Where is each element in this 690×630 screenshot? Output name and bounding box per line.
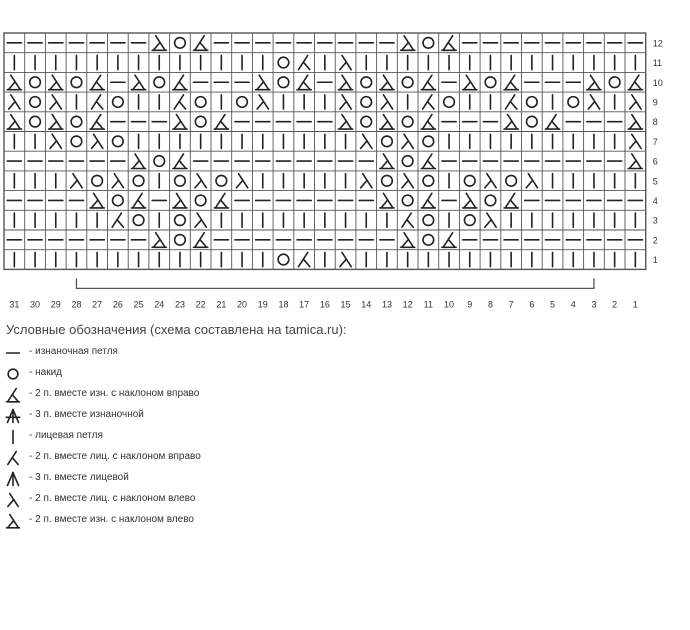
stitch-p2tog-left [463, 193, 477, 208]
k2tog-left-icon [4, 491, 22, 509]
stitch-p2tog-left [380, 154, 394, 169]
row-number: 12 [652, 38, 663, 49]
chart-row [14, 134, 641, 148]
legend-item [0, 490, 400, 511]
stitch-k2tog-right [505, 95, 516, 109]
chart-row [7, 233, 642, 248]
stitch-k2tog-left [50, 95, 61, 109]
k3tog-icon [4, 470, 22, 488]
stitch-p2tog-right [173, 154, 187, 169]
stitch-yarn-over [278, 77, 289, 88]
legend-item-label: - изнаночная петля [29, 346, 118, 357]
stitch-p2tog-right [442, 233, 456, 248]
chart-row [7, 115, 642, 130]
stitch-p2tog-left [131, 154, 145, 169]
stitch-k2tog-left [340, 55, 351, 69]
stitch-p2tog-left [173, 115, 187, 130]
stitch-p2tog-left [401, 233, 415, 248]
stitch-p2tog-right [297, 75, 311, 90]
row-number: 6 [652, 156, 658, 167]
stitch-yarn-over [175, 38, 186, 49]
stitch-p2tog-right [214, 115, 228, 130]
legend-item [0, 406, 400, 427]
stitch-yarn-over [506, 175, 517, 186]
stitch-yarn-over [92, 175, 103, 186]
stitch-yarn-over [423, 175, 434, 186]
stitch-yarn-over [195, 116, 206, 127]
row-number: 10 [652, 77, 663, 88]
column-number: 24 [154, 299, 165, 310]
stitch-p2tog-right [421, 193, 435, 208]
stitch-p2tog-left [152, 36, 166, 51]
stitch-yarn-over [278, 57, 289, 68]
stitch-k2tog-right [402, 213, 413, 227]
stitch-p2tog-right [421, 154, 435, 169]
legend-item-label: - 2 п. вместе изн. с наклоном вправо [29, 388, 200, 399]
stitch-p2tog-left [380, 115, 394, 130]
stitch-yarn-over [30, 77, 41, 88]
row-number: 9 [652, 97, 658, 108]
stitch-yarn-over [402, 156, 413, 167]
stitch-p2tog-left [380, 75, 394, 90]
stitch-yarn-over [113, 195, 124, 206]
stitch-p2tog-right [173, 75, 187, 90]
row-number: 3 [652, 215, 658, 226]
row-number: 11 [652, 58, 663, 69]
column-number: 3 [591, 299, 597, 310]
stitch-k2tog-left [71, 174, 82, 188]
stitch-p2tog-left [173, 193, 187, 208]
stitch-p2tog-left [338, 115, 352, 130]
stitch-p2tog-right [214, 193, 228, 208]
stitch-k2tog-left [526, 174, 537, 188]
column-number: 12 [402, 299, 413, 310]
legend [0, 343, 400, 532]
stitch-yarn-over [402, 77, 413, 88]
stitch-yarn-over [485, 77, 496, 88]
stitch-yarn-over [71, 77, 82, 88]
stitch-k2tog-left [91, 134, 102, 148]
stitch-yarn-over [195, 195, 206, 206]
legend-item-label: - 2 п. вместе изн. с наклоном влево [29, 514, 194, 525]
legend-item-label: - 3 п. вместе изнаночной [29, 409, 144, 420]
stitch-p2tog-right [421, 115, 435, 130]
stitch-yarn-over [382, 175, 393, 186]
column-number: 26 [112, 299, 123, 310]
chart-row [7, 154, 642, 169]
stitch-p2tog-left [401, 36, 415, 51]
chart-row [9, 95, 641, 109]
column-number: 21 [216, 299, 227, 310]
stitch-p2tog-left [131, 75, 145, 90]
column-number: 19 [257, 299, 268, 310]
row-number: 7 [652, 136, 658, 147]
stitch-p2tog-right [421, 75, 435, 90]
stitch-yarn-over [133, 175, 144, 186]
stitch-yarn-over [30, 116, 41, 127]
stitch-yarn-over [444, 97, 455, 108]
stitch-yarn-over [175, 235, 186, 246]
stitch-yarn-over [361, 77, 372, 88]
column-number: 22 [195, 299, 206, 310]
stitch-k2tog-right [112, 213, 123, 227]
column-number: 28 [71, 299, 82, 310]
stitch-k2tog-left [402, 134, 413, 148]
column-number: 29 [50, 299, 61, 310]
stitch-yarn-over [423, 136, 434, 147]
stitch-yarn-over [71, 116, 82, 127]
stitch-k2tog-left [630, 95, 641, 109]
legend-item-label: - 2 п. вместе лиц. с наклоном влево [29, 493, 196, 504]
stitch-k2tog-left [361, 174, 372, 188]
stitch-p2tog-right [504, 75, 518, 90]
stitch-yarn-over [423, 38, 434, 49]
chart-row [7, 75, 642, 90]
stitch-p2tog-left [628, 154, 642, 169]
repeat-bracket [76, 278, 594, 288]
stitch-k2tog-right [298, 252, 309, 266]
column-number: 13 [381, 299, 392, 310]
stitch-k2tog-left [485, 174, 496, 188]
stitch-yarn-over [195, 97, 206, 108]
stitch-p2tog-left [504, 115, 518, 130]
stitch-yarn-over [464, 175, 475, 186]
stitch-p2tog-right [90, 115, 104, 130]
stitch-p2tog-right [131, 193, 145, 208]
column-number: 2 [612, 299, 618, 310]
stitch-k2tog-right [174, 95, 185, 109]
stitch-yarn-over [154, 77, 165, 88]
chart-row [7, 193, 642, 208]
column-number: 30 [30, 299, 41, 310]
stitch-k2tog-left [381, 95, 392, 109]
column-number: 17 [299, 299, 310, 310]
stitch-p2tog-right [504, 193, 518, 208]
stitch-yarn-over [402, 116, 413, 127]
stitch-k2tog-left [9, 95, 20, 109]
stitch-p2tog-left [152, 233, 166, 248]
legend-item [0, 448, 400, 469]
legend-item [0, 469, 400, 490]
stitch-k2tog-left [195, 213, 206, 227]
column-number: 15 [340, 299, 351, 310]
legend-item [0, 343, 400, 364]
column-number: 23 [174, 299, 185, 310]
column-number: 9 [467, 299, 473, 310]
stitch-yarn-over [609, 77, 620, 88]
stitch-p2tog-left [380, 193, 394, 208]
legend-item-label: - 3 п. вместе лицевой [29, 472, 129, 483]
stitch-p2tog-left [7, 75, 21, 90]
chart-row [7, 36, 642, 51]
yarn-over-icon [4, 365, 22, 383]
column-number: 7 [508, 299, 514, 310]
column-number: 25 [133, 299, 144, 310]
stitch-k2tog-left [257, 95, 268, 109]
stitch-k2tog-left [402, 174, 413, 188]
stitch-yarn-over [133, 215, 144, 226]
stitch-k2tog-left [485, 213, 496, 227]
stitch-yarn-over [113, 97, 124, 108]
p2tog-left-icon [4, 512, 22, 530]
row-number: 2 [652, 235, 658, 246]
stitch-p2tog-left [628, 115, 642, 130]
legend-item [0, 427, 400, 448]
stitch-p2tog-left [90, 193, 104, 208]
stitch-k2tog-left [340, 95, 351, 109]
stitch-k2tog-right [423, 95, 434, 109]
column-number: 27 [92, 299, 103, 310]
stitch-p2tog-left [49, 75, 63, 90]
stitch-yarn-over [382, 136, 393, 147]
stitch-yarn-over [71, 136, 82, 147]
row-number: 4 [652, 195, 658, 206]
column-number: 5 [550, 299, 556, 310]
column-number: 10 [444, 299, 455, 310]
column-number: 18 [278, 299, 289, 310]
stitch-yarn-over [361, 97, 372, 108]
stitch-yarn-over [568, 97, 579, 108]
stitch-yarn-over [423, 235, 434, 246]
legend-item-label: - лицевая петля [29, 430, 103, 441]
stitch-yarn-over [527, 97, 538, 108]
stitch-yarn-over [113, 136, 124, 147]
k2tog-right-icon [4, 449, 22, 467]
stitch-yarn-over [237, 97, 248, 108]
stitch-yarn-over [278, 254, 289, 265]
legend-title: Условные обозначения (схема составлена на tamica.ru): [6, 322, 347, 337]
legend-item [0, 511, 400, 532]
stitch-yarn-over [402, 195, 413, 206]
purl-icon [4, 344, 22, 362]
p2tog-right-icon [4, 386, 22, 404]
stitch-yarn-over [485, 195, 496, 206]
stitch-k2tog-left [195, 174, 206, 188]
stitch-p2tog-right [194, 233, 208, 248]
stitch-p2tog-left [587, 75, 601, 90]
legend-item [0, 364, 400, 385]
stitch-p2tog-right [545, 115, 559, 130]
stitch-p2tog-right [628, 75, 642, 90]
column-number: 14 [361, 299, 372, 310]
column-number: 6 [529, 299, 535, 310]
stitch-yarn-over [361, 116, 372, 127]
stitch-k2tog-left [340, 252, 351, 266]
stitch-p2tog-right [90, 75, 104, 90]
stitch-p2tog-left [463, 75, 477, 90]
stitch-p2tog-left [256, 75, 270, 90]
column-number: 8 [487, 299, 493, 310]
stitch-k2tog-left [236, 174, 247, 188]
column-number: 11 [423, 299, 434, 310]
p3tog-icon [4, 407, 22, 425]
legend-item [0, 385, 400, 406]
column-number: 4 [570, 299, 576, 310]
row-number: 1 [652, 255, 658, 266]
row-number: 5 [652, 176, 658, 187]
stitch-yarn-over [30, 97, 41, 108]
stitch-p2tog-left [7, 115, 21, 130]
stitch-k2tog-left [112, 174, 123, 188]
column-number: 16 [319, 299, 330, 310]
stitch-k2tog-left [630, 134, 641, 148]
column-number: 1 [632, 299, 638, 310]
column-number: 20 [237, 299, 248, 310]
stitch-yarn-over [175, 215, 186, 226]
stitch-p2tog-left [338, 75, 352, 90]
stitch-k2tog-right [91, 95, 102, 109]
stitch-p2tog-right [442, 36, 456, 51]
stitch-yarn-over [154, 156, 165, 167]
stitch-k2tog-right [298, 55, 309, 69]
stitch-p2tog-right [194, 36, 208, 51]
stitch-k2tog-left [361, 134, 372, 148]
legend-item-label: - 2 п. вместе лиц. с наклоном вправо [29, 451, 201, 462]
knit-icon [4, 428, 22, 446]
stitch-yarn-over [175, 175, 186, 186]
stitch-yarn-over [464, 215, 475, 226]
stitch-yarn-over [216, 175, 227, 186]
stitch-k2tog-left [588, 95, 599, 109]
legend-item-label: - накид [29, 367, 62, 378]
stitch-yarn-over [527, 116, 538, 127]
stitch-p2tog-left [49, 115, 63, 130]
row-number: 8 [652, 117, 658, 128]
stitch-k2tog-left [50, 134, 61, 148]
column-number: 31 [9, 299, 20, 310]
stitch-yarn-over [423, 215, 434, 226]
